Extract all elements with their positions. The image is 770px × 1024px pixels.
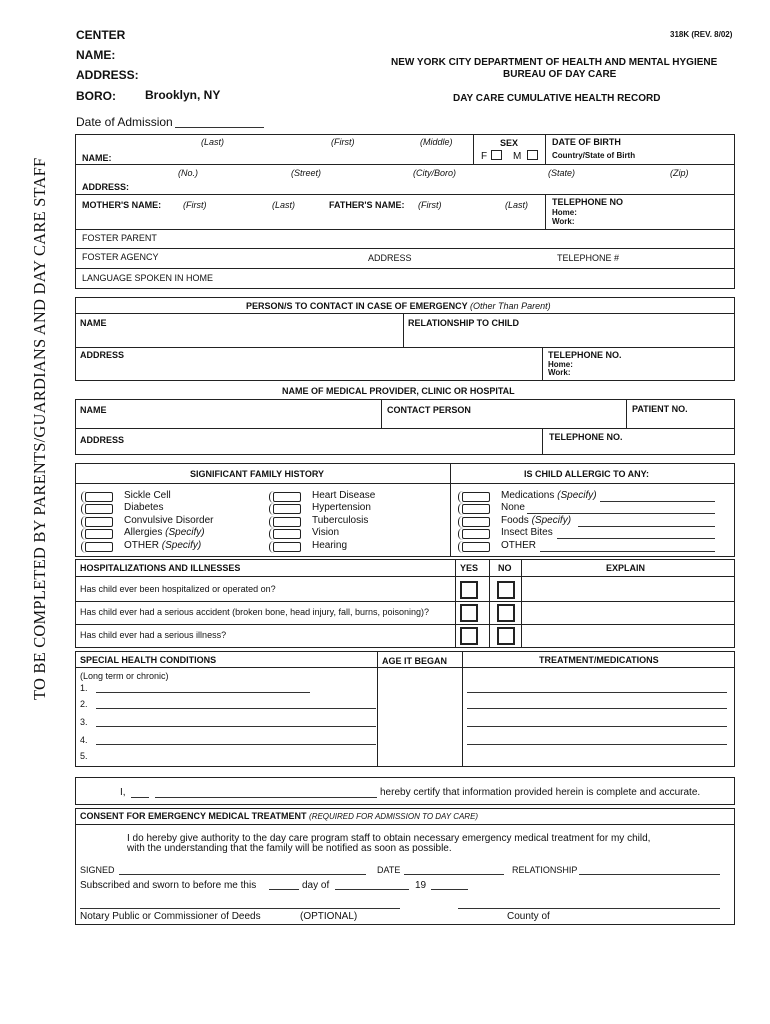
hospitalizations-title: HOSPITALIZATIONS AND ILLNESSES [80, 563, 241, 573]
family-history-item [312, 515, 368, 526]
family-history-checkbox[interactable] [85, 517, 119, 527]
parent-telephone-label: TELEPHONE NO [552, 197, 624, 207]
notary-label: Notary Public or Commissioner of Deeds [80, 911, 261, 922]
emergency-relationship-label: RELATIONSHIP TO CHILD [408, 318, 520, 328]
child-info-section [75, 134, 735, 289]
sex-f-checkbox[interactable] [491, 150, 502, 160]
allergy-checkbox[interactable] [462, 492, 496, 502]
allergy-specify-field[interactable] [527, 513, 715, 514]
family-history-checkbox[interactable] [273, 529, 307, 539]
family-history-checkbox[interactable] [85, 529, 119, 539]
center-label: CENTER [76, 28, 126, 42]
treatment-field[interactable] [467, 692, 727, 693]
family-history-checkbox[interactable] [85, 492, 119, 502]
family-history-label: Vision [312, 527, 340, 538]
father-last-hint: (Last) [505, 200, 529, 210]
family-history-item [124, 490, 171, 501]
sworn-day-field[interactable] [269, 889, 299, 890]
sidebar-instruction: TO BE COMPLETED BY PARENTS/GUARDIANS AND DAY CARE STAFF [30, 157, 49, 700]
mothers-name-label: MOTHER'S NAME: [82, 200, 162, 210]
family-history-note: (Specify) [161, 540, 202, 551]
certify-name-field[interactable] [155, 797, 377, 798]
child-middle-hint: (Middle) [420, 137, 453, 147]
family-history-checkbox[interactable] [273, 504, 307, 514]
sex-m-label: M [513, 151, 522, 162]
allergy-title: IS CHILD ALLERGIC TO ANY: [524, 469, 649, 479]
family-history-checkbox[interactable] [85, 542, 119, 552]
no-header: NO [498, 563, 512, 573]
medical-contact-label: CONTACT PERSON [387, 405, 471, 415]
age-began-header: AGE IT BEGAN [382, 656, 448, 666]
special-conditions-title: SPECIAL HEALTH CONDITIONS [80, 655, 217, 665]
emergency-name-label: NAME [80, 318, 107, 328]
child-name-label: NAME: [82, 153, 112, 163]
allergy-label: Medications [501, 490, 555, 501]
yes-checkbox[interactable] [460, 581, 478, 599]
signed-label: SIGNED [80, 865, 115, 875]
condition-number: 5. [80, 751, 88, 761]
address-street-hint: (Street) [291, 168, 322, 178]
address-city-hint: (City/Boro) [413, 168, 457, 178]
condition-field[interactable] [96, 744, 376, 745]
family-history-checkbox[interactable] [85, 504, 119, 514]
address-zip-hint: (Zip) [670, 168, 689, 178]
emergency-work-label: Work: [548, 368, 571, 377]
emergency-telephone-label: TELEPHONE NO. [548, 350, 622, 360]
sworn-label-a: Subscribed and sworn to before me this [80, 880, 257, 891]
family-history-checkbox[interactable] [273, 492, 307, 502]
sworn-month-field[interactable] [335, 889, 409, 890]
consent-title: CONSENT FOR EMERGENCY MEDICAL TREATMENT (REQUIRED FOR ADMISSION TO DAY CARE) [80, 811, 479, 821]
family-history-item [312, 540, 347, 551]
allergy-checkbox[interactable] [462, 517, 496, 527]
allergy-label: None [501, 502, 525, 513]
mother-last-hint: (Last) [272, 200, 296, 210]
address-no-hint: (No.) [178, 168, 198, 178]
consent-relationship-label: RELATIONSHIP [512, 865, 578, 875]
treatment-field[interactable] [467, 744, 727, 745]
hospital-question: Has child ever been hospitalized or operated on? [80, 584, 276, 594]
form-code: 318K (REV. 8/02) [670, 30, 733, 39]
long-term-note: (Long term or chronic) [80, 671, 169, 681]
yes-checkbox[interactable] [460, 604, 478, 622]
family-history-label: Heart Disease [312, 490, 376, 501]
language-label: LANGUAGE SPOKEN IN HOME [82, 273, 214, 283]
consent-relationship-field[interactable] [579, 874, 720, 875]
allergy-label: OTHER [501, 540, 536, 551]
hospital-question: Has child ever had a serious accident (broken bone, head injury, fall, burns, poisoning)? [80, 607, 430, 617]
sworn-label-c: 19 [415, 880, 427, 891]
foster-agency-label: FOSTER AGENCY [82, 252, 159, 262]
mother-first-hint: (First) [183, 200, 207, 210]
notary-signature-field[interactable] [80, 908, 400, 909]
family-history-label: Hypertension [312, 502, 371, 513]
county-label: County of [507, 911, 550, 922]
foster-telephone-label: TELEPHONE # [557, 253, 620, 263]
dob-label: DATE OF BIRTH [552, 137, 621, 147]
certify-text: hereby certify that information provided herein is complete and accurate. [380, 787, 701, 798]
father-first-hint: (First) [418, 200, 442, 210]
allergy-item [501, 527, 553, 538]
allergy-item [501, 540, 536, 551]
family-history-title: SIGNIFICANT FAMILY HISTORY [190, 469, 325, 479]
condition-number: 3. [80, 717, 88, 727]
family-history-item [312, 502, 371, 513]
signed-field[interactable] [119, 874, 366, 875]
medical-provider-title: NAME OF MEDICAL PROVIDER, CLINIC OR HOSPITAL [282, 386, 515, 396]
sworn-year-field[interactable] [431, 889, 468, 890]
foster-parent-label: FOSTER PARENT [82, 233, 157, 243]
allergy-checkbox[interactable] [462, 542, 496, 552]
family-history-label: Allergies [124, 527, 163, 538]
family-history-item [312, 490, 375, 501]
family-history-item [124, 540, 201, 551]
hospital-question: Has child ever had a serious illness? [80, 630, 227, 640]
yes-header: YES [460, 563, 479, 573]
allergy-specify-field[interactable] [578, 526, 715, 527]
condition-field[interactable] [96, 726, 376, 727]
fathers-name-label: FATHER'S NAME: [329, 200, 405, 210]
optional-label: (OPTIONAL) [300, 911, 358, 922]
condition-number: 2. [80, 699, 88, 709]
yes-checkbox[interactable] [460, 627, 478, 645]
emergency-home-label: Home: [548, 360, 573, 369]
special-conditions-section [75, 651, 735, 767]
form-title: DAY CARE CUMULATIVE HEALTH RECORD [453, 93, 661, 104]
sex-m-checkbox[interactable] [527, 150, 538, 160]
address-state-hint: (State) [548, 168, 576, 178]
certify-i: I, [120, 787, 126, 798]
family-history-note: (Specify) [165, 527, 205, 538]
allergy-specify-field[interactable] [540, 551, 715, 552]
family-history-label: Diabetes [124, 502, 164, 513]
center-address-label: ADDRESS: [76, 68, 139, 82]
treatment-header: TREATMENT/MEDICATIONS [539, 655, 659, 665]
family-history-label: OTHER [124, 540, 159, 551]
consent-line2: with the understanding that the family will be notified as soon as possible. [127, 843, 452, 854]
boro-label: BORO: [76, 89, 116, 103]
date-of-admission-field[interactable] [175, 127, 264, 128]
sworn-label-b: day of [302, 880, 330, 891]
allergy-item [501, 515, 571, 526]
center-name-label: NAME: [76, 48, 116, 62]
family-history-label: Sickle Cell [124, 490, 171, 501]
family-history-item [312, 527, 339, 538]
emergency-address-label: ADDRESS [80, 350, 125, 360]
explain-header: EXPLAIN [606, 563, 646, 573]
treatment-field[interactable] [467, 708, 727, 709]
foster-address-label: ADDRESS [368, 253, 412, 263]
family-history-label: Tuberculosis [312, 515, 369, 526]
emergency-title: PERSON/S TO CONTACT IN CASE OF EMERGENCY (Other Than Parent) [246, 301, 551, 311]
no-checkbox[interactable] [497, 581, 515, 599]
consent-line1: I do hereby give authority to the day care program staff to obtain necessary emergency medical treatment for my child, [127, 833, 651, 844]
child-first-hint: (First) [331, 137, 355, 147]
allergy-label: Insect Bites [501, 527, 553, 538]
sex-label: SEX [500, 138, 519, 148]
date-of-admission-label: Date of Admission [76, 115, 173, 129]
allergy-checkbox[interactable] [462, 504, 496, 514]
sex-f-label: F [481, 151, 488, 162]
country-of-birth-label: Country/State of Birth [552, 151, 636, 160]
condition-field[interactable] [96, 708, 376, 709]
bureau-name: BUREAU OF DAY CARE [503, 69, 617, 80]
consent-date-label: DATE [377, 865, 401, 875]
allergy-label: Foods [501, 515, 529, 526]
medical-name-label: NAME [80, 405, 107, 415]
allergy-specify-field[interactable] [557, 538, 715, 539]
family-history-item [124, 502, 163, 513]
family-history-item [124, 527, 205, 538]
child-address-label: ADDRESS: [82, 182, 130, 192]
condition-number: 1. [80, 683, 88, 693]
consent-date-field[interactable] [404, 874, 504, 875]
family-history-label: Hearing [312, 540, 348, 551]
allergy-checkbox[interactable] [462, 529, 496, 539]
no-checkbox[interactable] [497, 627, 515, 645]
parent-home-label: Home: [552, 208, 577, 217]
family-history-label: Convulsive Disorder [124, 515, 214, 526]
allergy-note: (Specify) [557, 490, 597, 501]
treatment-field[interactable] [467, 726, 727, 727]
allergy-item [501, 502, 525, 513]
allergy-note: (Specify) [531, 515, 572, 526]
allergy-item [501, 490, 597, 501]
child-last-hint: (Last) [201, 137, 225, 147]
parent-work-label: Work: [552, 217, 575, 226]
no-checkbox[interactable] [497, 604, 515, 622]
agency-name: NEW YORK CITY DEPARTMENT OF HEALTH AND MENTAL HYGIENE [391, 57, 718, 68]
patient-no-label: PATIENT NO. [632, 404, 688, 414]
medical-address-label: ADDRESS [80, 435, 125, 445]
boro-value: Brooklyn, NY [145, 88, 221, 102]
medical-telephone-label: TELEPHONE NO. [549, 432, 623, 442]
family-history-item [124, 515, 213, 526]
family-history-checkbox[interactable] [273, 542, 307, 552]
family-history-checkbox[interactable] [273, 517, 307, 527]
condition-field[interactable] [96, 692, 310, 693]
allergy-specify-field[interactable] [600, 501, 715, 502]
county-field[interactable] [458, 908, 720, 909]
condition-number: 4. [80, 735, 88, 745]
